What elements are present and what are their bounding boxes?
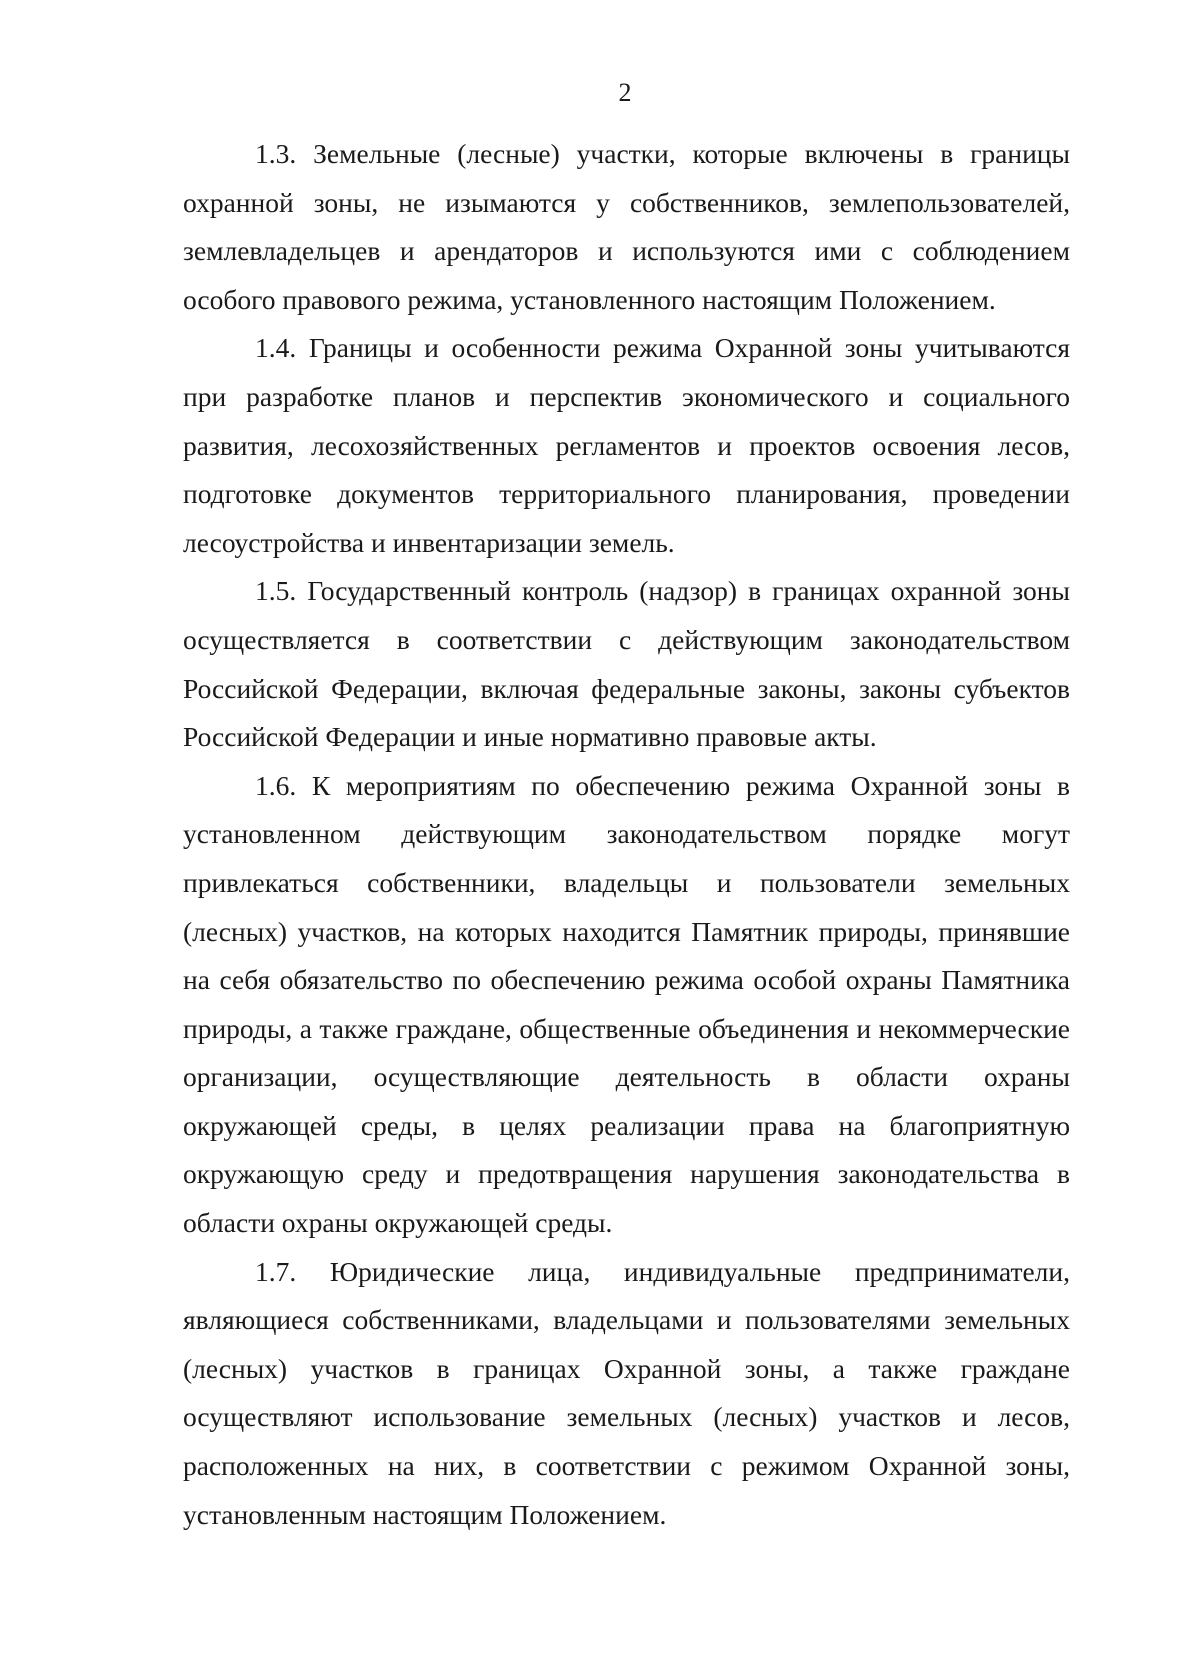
document-body (183, 130, 1070, 1539)
paragraph-1-7: 1.7. Юридические лица, индивидуальные предприниматели, являющиеся собственниками, владельцами и пользователями земельных (лесных) участков в границах Охранной зоны, а также граждане осуществляют использование земельных (лесных) участков и лесов, расположенных на них, в соответствии с режимом Охранной зоны, установленным настоящим Положением. (183, 1255, 1070, 1530)
paragraph-1-6: 1.6. К мероприятиям по обеспечению режима Охранной зоны в установленном действующим законодательством порядке могут привлекаться собственники, владельцы и пользователи земельных (лесных) участков, на которых находится Памятник природы, принявшие на себя обязательство по обеспечению режима особой охраны Памятника природы, а также граждане, общественные объединения и некоммерческие организации, осуществляющие деятельность в области охраны окружающей среды, в целях реализации права на благоприятную окружающую среду и предотвращения нарушения законодательства в области охраны окружающей среды. (183, 769, 1070, 1239)
page-number: 2 (618, 78, 632, 107)
paragraph-1-3: 1.3. Земельные (лесные) участки, которые включены в границы охранной зоны, не изымаются у собственников, землепользователей, землевладельцев и арендаторов и используются ими с соблюдением особого правового режима, установленного настоящим Положением. (183, 138, 1070, 315)
paragraph-1-5: 1.5. Государственный контроль (надзор) в границах охранной зоны осуществляется в соответствии с действующим законодательством Российской Федерации, включая федеральные законы, законы субъектов Российской Федерации и иные нормативно правовые акты. (183, 575, 1070, 753)
paragraph-1-4: 1.4. Границы и особенности режима Охранной зоны учитываются при разработке планов и перспектив экономического и социального развития, лесохозяйственных регламентов и проектов освоения лесов, подготовке документов территориального планирования, проведении лесоустройства и инвентаризации земель. (183, 332, 1070, 558)
